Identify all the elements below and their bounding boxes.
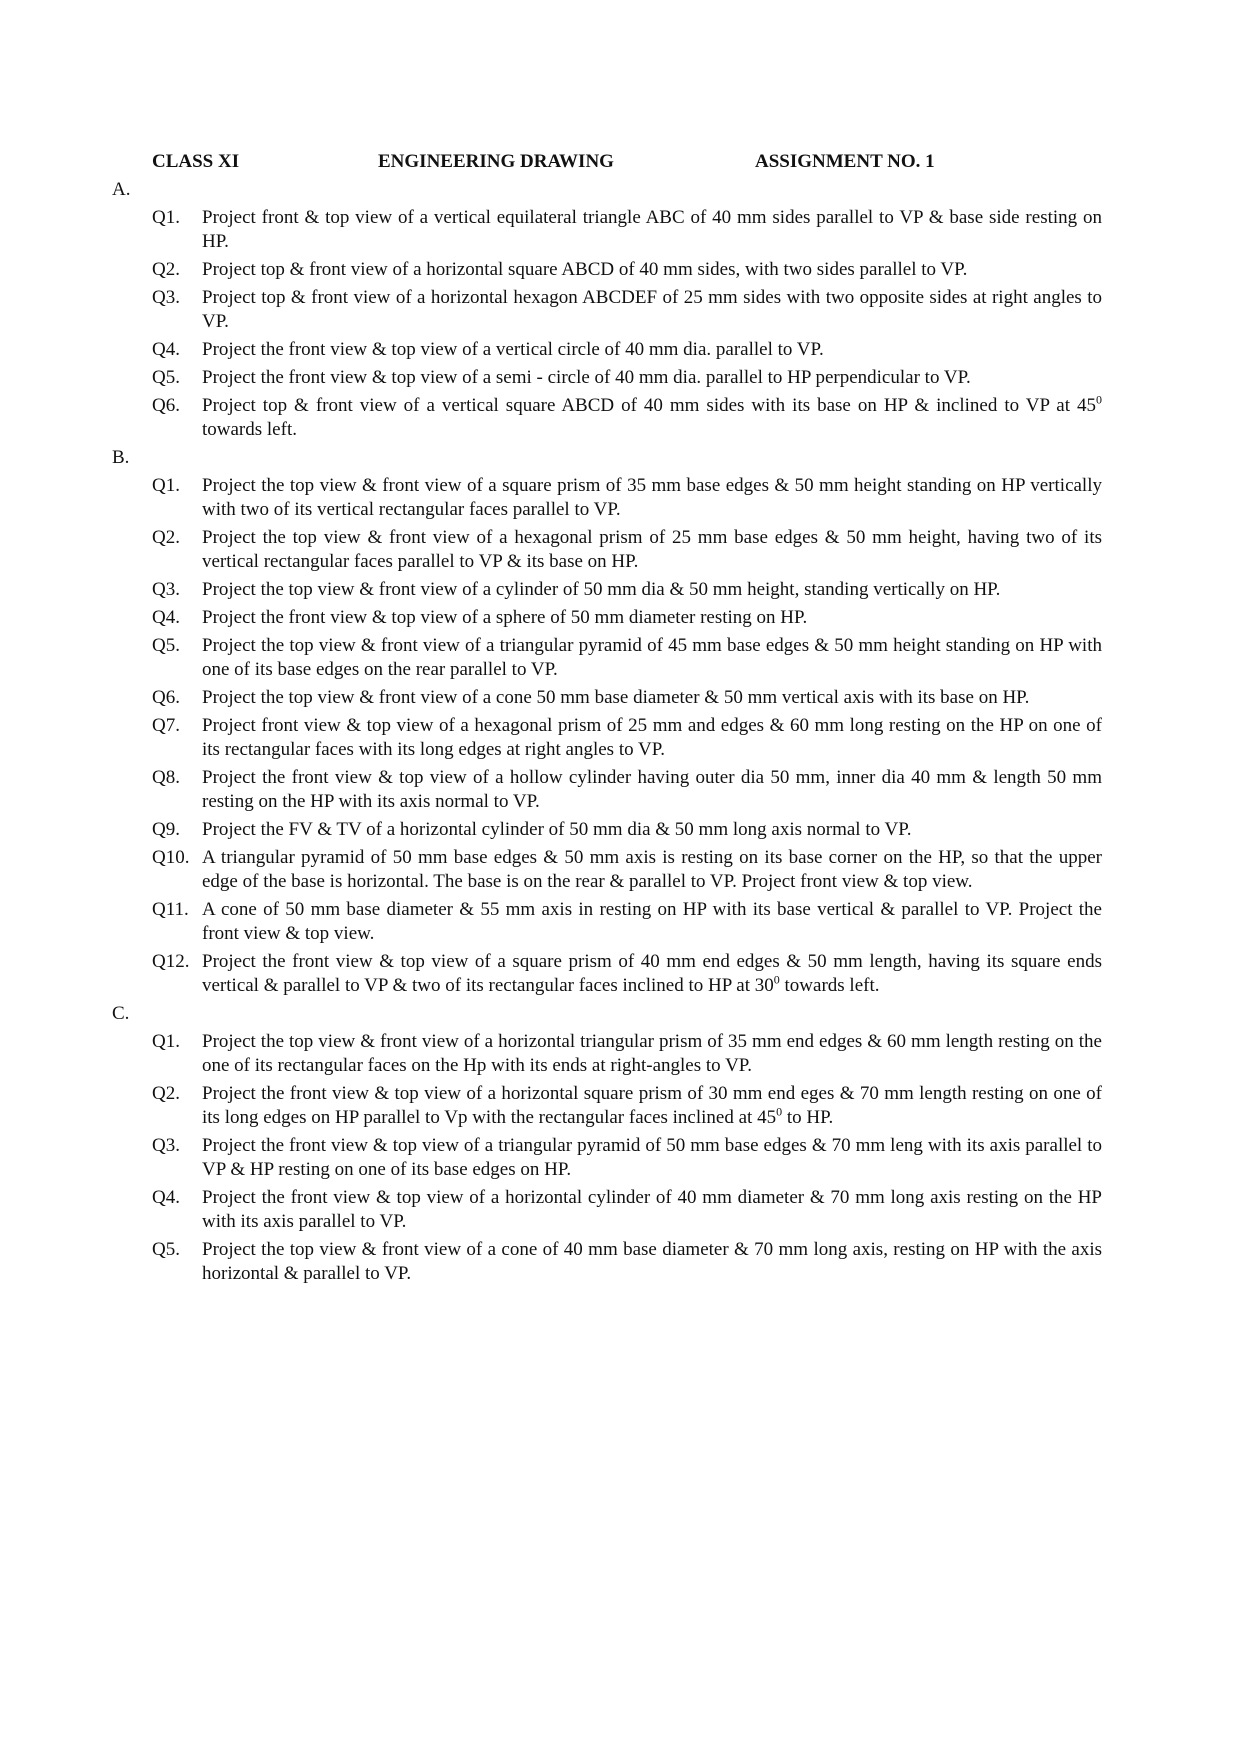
question-number: Q2.	[152, 1083, 180, 1104]
question-number: Q3.	[152, 579, 180, 600]
document-header	[152, 150, 1102, 176]
question-number: Q7.	[152, 715, 180, 736]
question-item	[152, 818, 1102, 842]
section-label: A.	[112, 179, 131, 200]
question-item	[152, 1134, 1102, 1182]
question-item	[152, 898, 1102, 946]
question-item	[152, 206, 1102, 254]
question-text-main: Project the front view & top view of a hollow cylinder having outer dia 50 mm, inner dia 40 mm & length 50 mm resting on the HP with its axis normal to VP.	[202, 767, 1102, 812]
question-number: Q4.	[152, 1187, 180, 1208]
question-item	[152, 846, 1102, 894]
question-text-main: Project the top view & front view of a cone 50 mm base diameter & 50 mm vertical axis with its base on HP.	[202, 687, 1030, 708]
question-number: Q8.	[152, 767, 180, 788]
question-number: Q5.	[152, 635, 180, 656]
question-number: Q4.	[152, 339, 180, 360]
question-text-main: Project the top view & front view of a horizontal triangular prism of 35 mm end edges & 60 mm length resting on the one of its rectangular faces on the Hp with its ends at right-angles to VP.	[202, 1031, 1102, 1076]
section	[112, 1002, 1102, 1286]
question-text-main: Project front view & top view of a hexagonal prism of 25 mm and edges & 60 mm long resting on the HP on one of its rectangular faces with its long edges at right angles to VP.	[202, 715, 1102, 760]
question-text-main: Project the front view & top view of a horizontal cylinder of 40 mm diameter & 70 mm long axis resting on the HP with its axis parallel to VP.	[202, 1187, 1102, 1232]
section-label: B.	[112, 447, 130, 468]
question-item	[152, 474, 1102, 522]
question-text	[202, 686, 1102, 710]
question-item	[152, 338, 1102, 362]
question-number: Q1.	[152, 475, 180, 496]
assignment-body	[112, 178, 1102, 1290]
question-text	[202, 1082, 1102, 1130]
question-text-main: Project the FV & TV of a horizontal cylinder of 50 mm dia & 50 mm long axis normal to VP.	[202, 819, 912, 840]
question-text-main: Project the front view & top view of a vertical circle of 40 mm dia. parallel to VP.	[202, 339, 824, 360]
question-text-tail: towards left.	[202, 419, 297, 440]
question-text-main: Project top & front view of a horizontal square ABCD of 40 mm sides, with two sides parallel to VP.	[202, 259, 968, 280]
degree-superscript: 0	[776, 1104, 783, 1119]
question-number: Q2.	[152, 259, 180, 280]
question-number: Q3.	[152, 287, 180, 308]
question-text-main: Project the front view & top view of a semi - circle of 40 mm dia. parallel to HP perpendicular to VP.	[202, 367, 971, 388]
question-text-main: Project the top view & front view of a hexagonal prism of 25 mm base edges & 50 mm height, having two of its vertical rectangular faces parallel to VP & its base on HP.	[202, 527, 1102, 572]
question-text	[202, 474, 1102, 522]
question-list	[152, 474, 1102, 998]
degree-superscript: 0	[773, 972, 780, 987]
question-text	[202, 1186, 1102, 1234]
question-item	[152, 1030, 1102, 1078]
question-text	[202, 634, 1102, 682]
question-text-main: Project the top view & front view of a triangular pyramid of 45 mm base edges & 50 mm height standing on HP with one of its base edges on the rear parallel to VP.	[202, 635, 1102, 680]
question-item	[152, 394, 1102, 442]
question-item	[152, 686, 1102, 710]
question-text-tail: towards left.	[779, 975, 880, 996]
assignment-number: ASSIGNMENT NO. 1	[755, 151, 935, 172]
question-number: Q1.	[152, 207, 180, 228]
question-item	[152, 950, 1102, 998]
question-text	[202, 206, 1102, 254]
question-number: Q10.	[152, 847, 190, 868]
question-number: Q11.	[152, 899, 189, 920]
question-text	[202, 950, 1102, 998]
question-text-main: A triangular pyramid of 50 mm base edges & 50 mm axis is resting on its base corner on the HP, so that the upper edge of the base is horizontal. The base is on the rear & parallel to VP. Project front view & top view.	[202, 847, 1102, 892]
question-item	[152, 1186, 1102, 1234]
question-number: Q12.	[152, 951, 190, 972]
question-item	[152, 526, 1102, 574]
question-number: Q6.	[152, 395, 180, 416]
question-text-main: Project the top view & front view of a cone of 40 mm base diameter & 70 mm long axis, resting on HP with the axis horizontal & parallel to VP.	[202, 1239, 1102, 1284]
section	[112, 446, 1102, 998]
question-text	[202, 1238, 1102, 1286]
question-number: Q2.	[152, 527, 180, 548]
question-text-tail: to HP.	[782, 1107, 834, 1128]
question-text	[202, 526, 1102, 574]
question-number: Q4.	[152, 607, 180, 628]
question-text	[202, 606, 1102, 630]
question-text-main: Project the front view & top view of a square prism of 40 mm end edges & 50 mm length, having its square ends vertical & parallel to VP & two of its rectangular faces inclined to HP at 30	[202, 951, 1102, 996]
question-text-main: Project the top view & front view of a cylinder of 50 mm dia & 50 mm height, standing vertically on HP.	[202, 579, 1001, 600]
question-item	[152, 1238, 1102, 1286]
question-text-main: Project the top view & front view of a square prism of 35 mm base edges & 50 mm height standing on HP vertically with two of its vertical rectangular faces parallel to VP.	[202, 475, 1102, 520]
question-item	[152, 578, 1102, 602]
question-item	[152, 634, 1102, 682]
question-number: Q9.	[152, 819, 180, 840]
question-text-main: Project front & top view of a vertical equilateral triangle ABC of 40 mm sides parallel to VP & base side resting on HP.	[202, 207, 1102, 252]
question-list	[152, 206, 1102, 442]
question-number: Q5.	[152, 1239, 180, 1260]
question-item	[152, 366, 1102, 390]
question-item	[152, 286, 1102, 334]
question-text-main: A cone of 50 mm base diameter & 55 mm axis in resting on HP with its base vertical & parallel to VP. Project the front view & top view.	[202, 899, 1102, 944]
question-text	[202, 818, 1102, 842]
question-list	[152, 1030, 1102, 1286]
question-text	[202, 286, 1102, 334]
question-item	[152, 714, 1102, 762]
question-text	[202, 394, 1102, 442]
question-item	[152, 766, 1102, 814]
question-text-main: Project the front view & top view of a triangular pyramid of 50 mm base edges & 70 mm leng with its axis parallel to VP & HP resting on one of its base edges on HP.	[202, 1135, 1102, 1180]
question-text	[202, 338, 1102, 362]
question-number: Q5.	[152, 367, 180, 388]
question-text-main: Project top & front view of a horizontal hexagon ABCDEF of 25 mm sides with two opposite sides at right angles to VP.	[202, 287, 1102, 332]
question-text	[202, 1030, 1102, 1078]
degree-superscript: 0	[1096, 392, 1102, 407]
question-text	[202, 1134, 1102, 1182]
question-number: Q6.	[152, 687, 180, 708]
question-text	[202, 258, 1102, 282]
question-text	[202, 714, 1102, 762]
subject-title: ENGINEERING DRAWING	[378, 151, 614, 172]
question-text	[202, 578, 1102, 602]
question-number: Q1.	[152, 1031, 180, 1052]
question-item	[152, 1082, 1102, 1130]
question-item	[152, 606, 1102, 630]
section	[112, 178, 1102, 442]
question-text	[202, 766, 1102, 814]
question-text	[202, 846, 1102, 894]
question-text-main: Project the front view & top view of a sphere of 50 mm diameter resting on HP.	[202, 607, 808, 628]
question-text	[202, 366, 1102, 390]
class-label: CLASS XI	[152, 151, 240, 172]
question-item	[152, 258, 1102, 282]
question-number: Q3.	[152, 1135, 180, 1156]
question-text-main: Project top & front view of a vertical square ABCD of 40 mm sides with its base on HP & inclined to VP at 45	[202, 395, 1096, 416]
section-label: C.	[112, 1003, 130, 1024]
question-text-main: Project the front view & top view of a horizontal square prism of 30 mm end eges & 70 mm length resting on one of its long edges on HP parallel to Vp with the rectangular faces inclined at 45	[202, 1083, 1102, 1128]
question-text	[202, 898, 1102, 946]
